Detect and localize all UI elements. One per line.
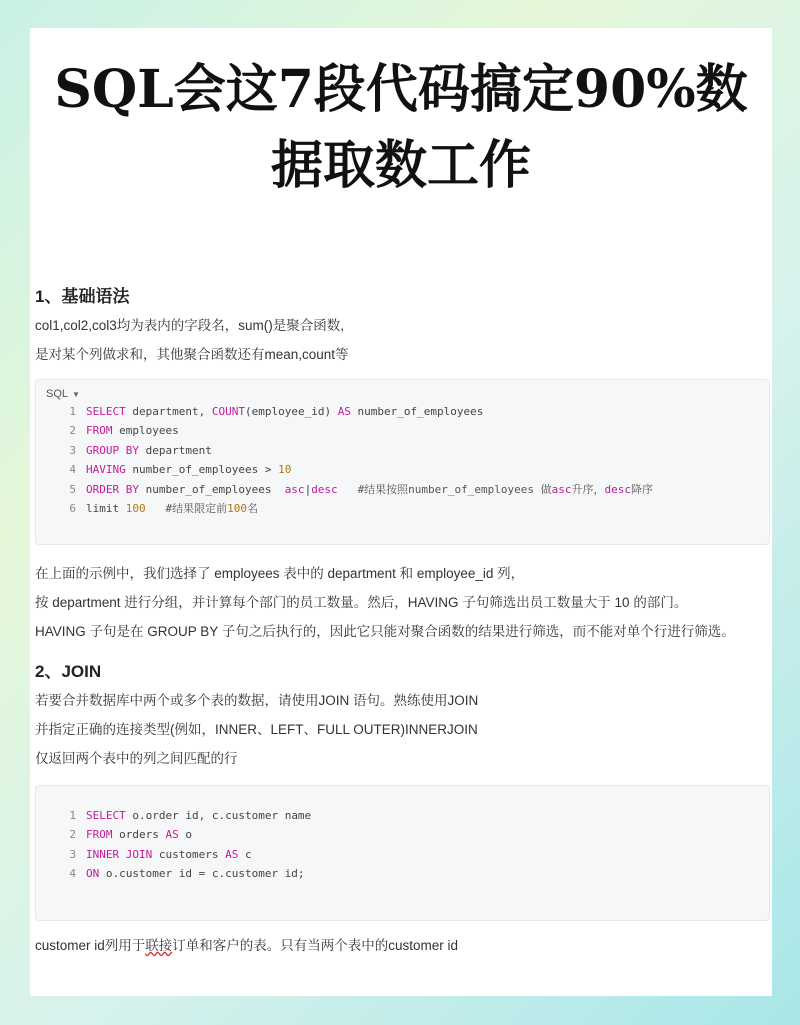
section-heading-join: 2、JOIN — [35, 662, 102, 681]
code-block-join[interactable] — [35, 785, 770, 921]
code-line — [46, 499, 769, 518]
code-text: (employee_id) — [244, 405, 338, 418]
code-comment: 降序 — [631, 482, 654, 496]
paragraph: 并指定正确的连接类型(例如，INNER、LEFT、FULL OUTER)INNERJOIN — [35, 722, 478, 737]
line-number: 2 — [69, 424, 76, 438]
paragraph: 在上面的示例中，我们选择了 employees 表中的 department 和 employee_id 列， — [35, 566, 525, 581]
line-number: 4 — [69, 867, 76, 881]
code-number: 100 — [227, 501, 247, 515]
line-number: 3 — [69, 847, 76, 861]
code-keyword: desc — [311, 482, 338, 496]
code-line — [46, 845, 769, 864]
title-line-2: 据取数工作 — [270, 135, 531, 196]
code-text: orders — [112, 828, 166, 842]
code-keyword: AS — [337, 405, 351, 418]
line-number: 1 — [69, 405, 76, 418]
code-keyword: ORDER BY — [86, 482, 139, 496]
code-keyword: AS — [225, 847, 239, 861]
code-keyword: ON — [86, 867, 100, 881]
code-comment: #结果按照number_of_employees 做 — [357, 482, 552, 496]
code-line — [46, 480, 769, 499]
paragraph: 仅返回两个表中的列之间匹配的行 — [35, 751, 238, 766]
code-text: o.customer id = c.customer id; — [99, 867, 305, 881]
code-text: employees — [112, 424, 179, 438]
footer-paragraph — [35, 931, 770, 960]
code-keyword: FROM — [86, 828, 113, 842]
code-text — [338, 483, 358, 496]
paragraph: 是对某个列做求和，其他聚合函数还有mean,count等 — [35, 347, 349, 362]
code-keyword: GROUP BY — [86, 443, 139, 457]
article-body — [35, 283, 770, 960]
line-number: 5 — [69, 482, 76, 496]
code-keyword: AS — [165, 828, 179, 842]
code-text — [146, 502, 166, 515]
paragraph: 按 department 进行分组，并计算每个部门的员工数量。然后，HAVING 子句筛选出员工数量大于 10 的部门。 — [35, 595, 688, 610]
code-line — [46, 806, 769, 825]
page-title — [30, 52, 772, 204]
code-comment: #结果限定前 — [165, 501, 228, 515]
code-keyword: desc — [604, 482, 632, 496]
code-number: 100 — [125, 501, 146, 515]
line-number: 6 — [69, 501, 76, 515]
code-line — [46, 825, 769, 844]
code-line — [46, 864, 769, 883]
line-number: 3 — [69, 443, 76, 457]
code-comment: 名 — [247, 501, 258, 515]
code-block-sql[interactable] — [35, 379, 770, 545]
code-text: o — [178, 828, 192, 842]
code-keyword: COUNT — [211, 405, 245, 418]
code-language-selector[interactable] — [46, 386, 769, 402]
code-text: number_of_employees > — [125, 463, 279, 477]
code-comment: 升序， — [571, 482, 605, 496]
section-heading-basic-syntax: 1、基础语法 — [35, 287, 130, 306]
code-text: limit — [86, 501, 126, 515]
code-line — [46, 402, 769, 421]
code-text: customers — [152, 847, 226, 861]
code-number: 10 — [278, 463, 292, 477]
code-line — [46, 460, 769, 479]
footer-text: customer id列用于 — [35, 938, 146, 953]
code-keyword: HAVING — [86, 463, 126, 477]
code-keyword: SELECT — [86, 809, 126, 822]
footer-text: 订单和客户的表。只有当两个表中的customer id — [172, 938, 459, 953]
line-number: 1 — [69, 809, 76, 822]
code-text: | — [304, 482, 312, 496]
code-language-label: SQL — [46, 388, 69, 400]
code-text: department — [138, 443, 212, 457]
title-line-1: SQL会这7段代码搞定90%数 — [54, 59, 748, 120]
code-line — [46, 441, 769, 460]
underlined-word: 联接 — [145, 938, 173, 953]
code-keyword: SELECT — [86, 405, 126, 418]
code-line — [46, 421, 769, 440]
code-lines — [46, 806, 769, 884]
line-number: 4 — [69, 463, 76, 477]
code-text: department, — [125, 405, 212, 418]
code-text: number_of_employees — [138, 482, 285, 496]
paragraph: HAVING 子句是在 GROUP BY 子句之后执行的，因此它只能对聚合函数的结果进行筛选，而不能对单个行进行筛选。 — [35, 624, 735, 639]
code-text: c — [238, 847, 252, 861]
code-keyword: FROM — [86, 424, 113, 438]
article-card — [30, 28, 772, 996]
code-lines — [46, 402, 769, 518]
paragraph: col1,col2,col3均为表内的字段名，sum()是聚合函数, — [35, 318, 345, 333]
code-keyword: asc — [551, 482, 572, 496]
chevron-down-icon: ▼ — [72, 390, 80, 399]
code-text: number_of_employees — [350, 405, 484, 418]
code-text: o.order id, c.customer name — [125, 809, 312, 822]
code-keyword: INNER JOIN — [86, 847, 153, 861]
line-number: 2 — [69, 828, 76, 842]
paragraph: 若要合并数据库中两个或多个表的数据，请使用JOIN 语句。熟练使用JOIN — [35, 693, 479, 708]
code-keyword: asc — [284, 482, 305, 496]
